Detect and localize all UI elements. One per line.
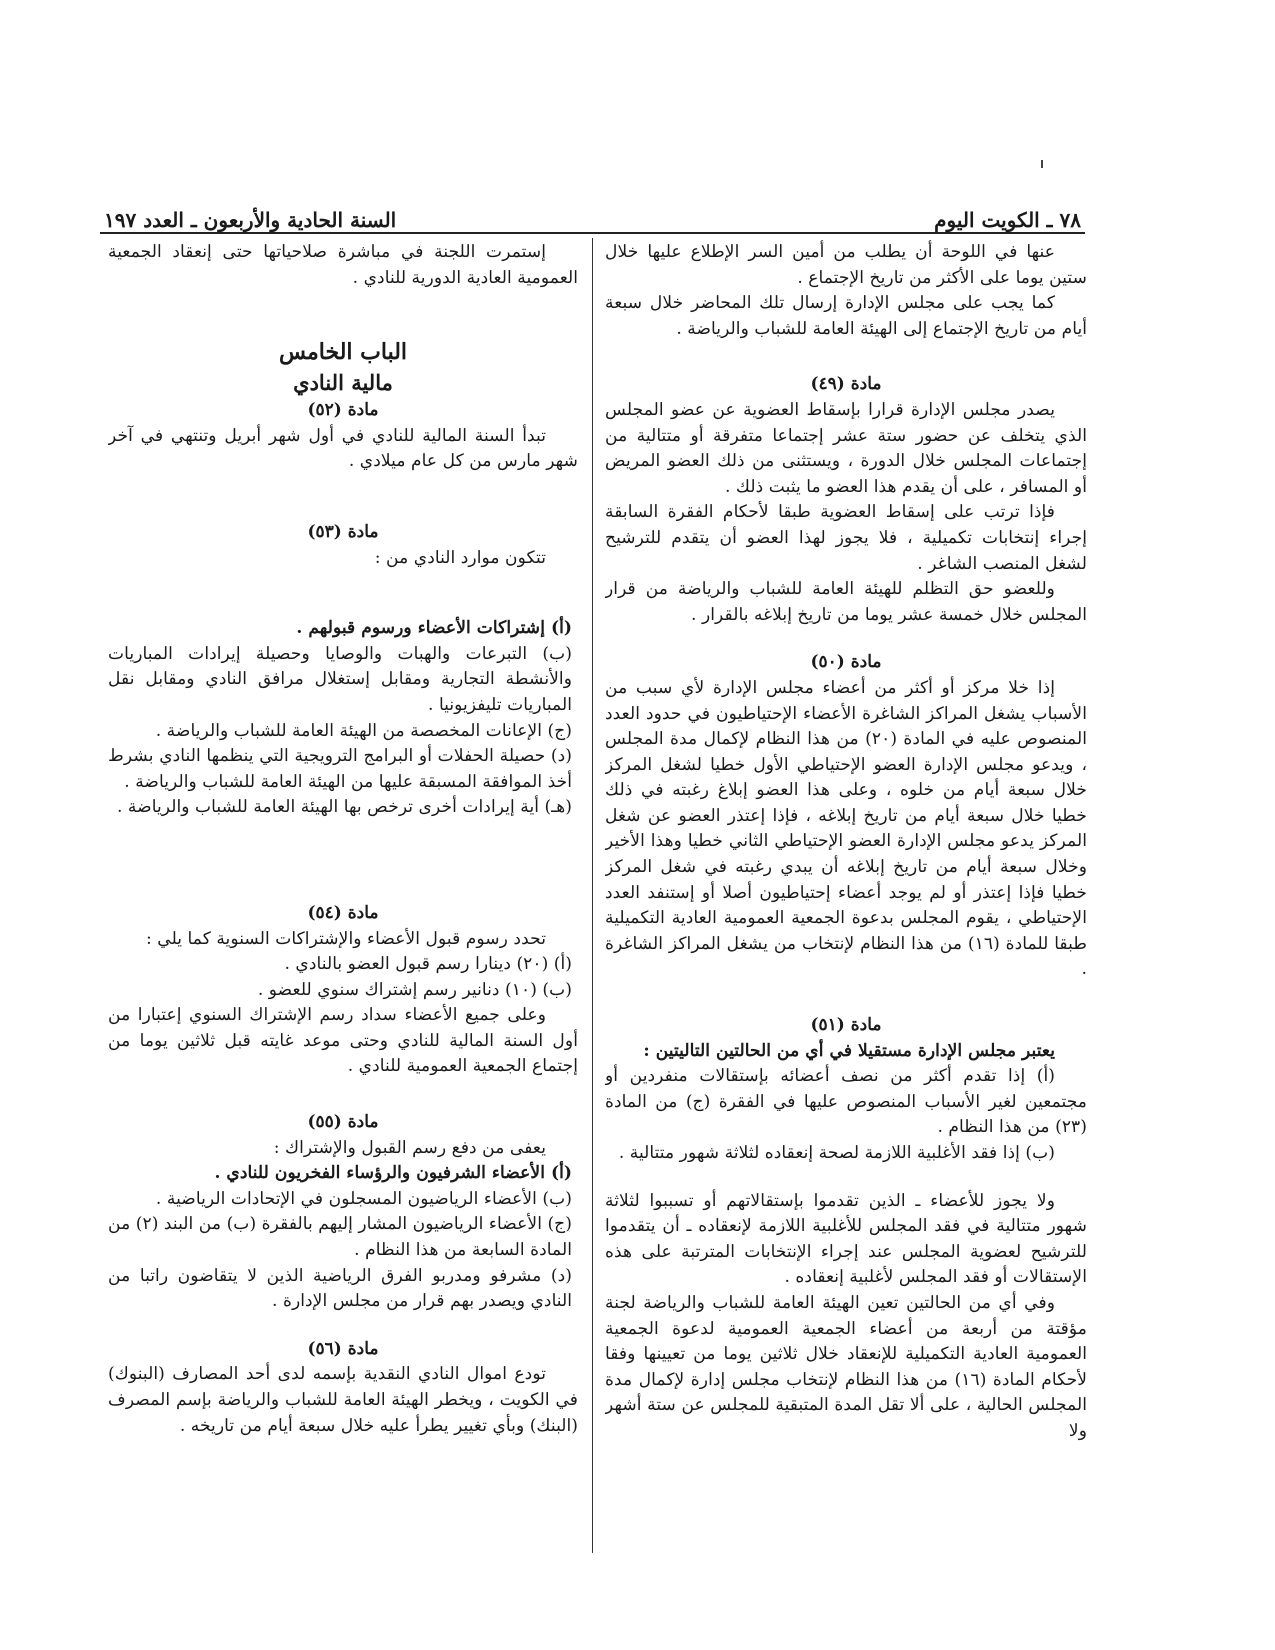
paragraph: يصدر مجلس الإدارة قرارا بإسقاط العضوية عن عضو المجلس الذي يتخلف عن حضور ستة عشر إجتماعا متفرقة أو متتالية من إجتماعات المجلس خلال الدورة ، ويستثنى من ذلك العضو المريض أو المسافر ، على أن يقدم هذا العضو ما يثبت ذلك . (605, 399, 1087, 497)
list-item: (أ) (٢٠) دينارا رسم قبول العضو بالنادي . (284, 954, 572, 975)
article-heading: مادة (٥٢) (307, 400, 379, 421)
article-heading: مادة (٥٥) (307, 1112, 379, 1133)
list-item: (د) حصيلة الحفلات أو البرامج الترويجية التي ينظمها النادي بشرط أخذ الموافقة المسبقة عليها من الهيئة العامة للشباب والرياضة . (108, 746, 572, 792)
column-divider (592, 238, 593, 1553)
paragraph: يعفى من دفع رسم القبول والإشتراك : (273, 1137, 546, 1158)
chapter-subtitle: مالية النادي (293, 370, 393, 396)
paragraph: ولا يجوز للأعضاء ـ الذين تقدموا بإستقالاتهم أو تسببوا لثلاثة شهور متتالية في فقد المجلس للأغلبية اللازمة لإنعقاده ـ أن يتقدموا للترشيح لعضوية المجلس عند إجراء الإنتخابات المترتبة على هذه الإستقالات أو فقد المجلس لأغلبية إنعقاده . (605, 1190, 1087, 1288)
paragraph: إذا خلا مركز أو أكثر من أعضاء مجلس الإدارة لأي سبب من الأسباب يشغل المراكز الشاغرة الأعضاء الإحتياطيون في حدود العدد المنصوص عليه في المادة (٢٠) من هذا النظام لإكمال مدة المجلس ، ويدعو مجلس الإدارة العضو الإحتياطي الأول خطيا لشغل المركز خلال سبعة أيام من خلوه ، وعلى هذا العضو إبلاغ رغبته في ذلك خطيا خلال سبعة أيام من تاريخ إبلاغه ، فإذا إعتذر العضو عن شغل المركز يدعو مجلس الإدارة العضو الإحتياطي الثاني خطيا وهذا الأخير وخلال سبعة أيام من تاريخ إبلاغه أن يبدي رغبته في شغل المركز خطيا فإذا إعتذر أو لم يوجد أعضاء إحتياطيون أصلا أو إستنفد العدد الإحتياطي ، يقوم المجلس بدعوة الجمعية العمومية العادية التكميلية طبقا للمادة (١٦) من هذا النظام لإنتخاب من يشغل المراكز الشاغرة . (605, 677, 1087, 980)
paragraph: وفي أي من الحالتين تعين الهيئة العامة للشباب والرياضة لجنة مؤقتة من أربعة من أعضاء الجمعية العمومية لدعوة الجمعية العمومية العادية التكميلية للإنعقاد خلال ثلاثين يوما من تعيينها وفقا لأحكام المادة (١٦) من هذا النظام لإنتخاب مجلس إدارة لإكمال مدة المجلس الحالية ، على ألا تقل المدة المتبقية للمجلس عن ستة أشهر ولا (605, 1292, 1087, 1441)
paragraph: وعلى جميع الأعضاء سداد رسم الإشتراك السنوي إعتبارا من أول السنة المالية للنادي وحتى موعد غايته قبل ثلاثين يوما من إجتماع الجمعية العمومية للنادي . (108, 1005, 578, 1077)
article-heading: مادة (٥٦) (307, 1338, 379, 1359)
article-heading: مادة (٥٠) (810, 652, 882, 673)
list-item: (ب) (١٠) دنانير رسم إشتراك سنوي للعضو . (257, 979, 572, 1000)
paragraph: تبدأ السنة المالية للنادي في أول شهر أبريل وتنتهي في آخر شهر مارس من كل عام ميلادي . (108, 425, 578, 472)
header-issue-info: السنة الحادية والأربعون ـ العدد ١٩٧ (104, 208, 397, 232)
header-page-number-title: ٧٨ ـ الكويت اليوم (934, 208, 1081, 232)
paragraph: كما يجب على مجلس الإدارة إرسال تلك المحاضر خلال سبعة أيام من تاريخ الإجتماع إلى الهيئة العامة للشباب والرياضة . (605, 293, 1087, 339)
list-item: (ج) الإعانات المخصصة من الهيئة العامة للشباب والرياضة . (155, 720, 572, 741)
list-item: (ج) الأعضاء الرياضيون المشار إليهم بالفقرة (ب) من البند (٢) من المادة السابعة من هذا النظام . (108, 1214, 572, 1261)
list-item: (هـ) أية إيرادات أخرى ترخص بها الهيئة العامة للشباب والرياضة . (116, 797, 572, 818)
list-item: (ب) التبرعات والهبات والوصايا وحصيلة إيرادات المباريات والأنشطة التجارية ومقابل إستغلال مرافق النادي ومقابل نقل المباريات تليفزيونيا . (108, 643, 572, 715)
list-item: (أ) الأعضاء الشرفيون والرؤساء الفخريون للنادي . (214, 1163, 572, 1184)
left-column (108, 240, 578, 1560)
paragraph: فإذا ترتب على إسقاط العضوية طبقا لأحكام الفقرة السابقة إجراء إنتخابات تكميلية ، فلا يجوز لهذا العضو أن يتقدم للترشيح لشغل المنصب الشاغر . (605, 502, 1087, 574)
list-item: (أ) إشتراكات الأعضاء ورسوم قبولهم . (296, 618, 572, 639)
article-heading: مادة (٥٣) (307, 521, 379, 542)
page-header (100, 196, 1085, 234)
paragraph: تودع اموال النادي النقدية بإسمه لدى أحد المصارف (البنوك) في الكويت ، ويخطر الهيئة العامة للشباب والرياضة بإسم المصرف (البنك) وبأي تغيير يطرأ عليه خلال سبعة أيام من تاريخه . (108, 1364, 578, 1436)
paragraph: تحدد رسوم قبول الأعضاء والإشتراكات السنوية كما يلي : (146, 928, 546, 949)
paragraph: إستمرت اللجنة في مباشرة صلاحياتها حتى إنعقاد الجمعية العمومية العادية الدورية للنادي . (108, 242, 578, 288)
article-heading: مادة (٥٤) (307, 902, 379, 923)
article-heading: مادة (٤٩) (810, 374, 882, 395)
list-item: (أ) إذا تقدم أكثر من نصف أعضائه بإستقالات منفردين أو مجتمعين لغير الأسباب المنصوص عليها في الفقرة (ج) من المادة (٢٣) من هذا النظام . (605, 1066, 1087, 1138)
paragraph: يعتبر مجلس الإدارة مستقيلا في أي من الحالتين التاليتين : (643, 1040, 1055, 1061)
list-item: (د) مشرفو ومدربو الفرق الرياضية الذين لا يتقاضون راتبا من النادي ويصدر بهم قرار من مجلس الإدارة . (108, 1265, 572, 1312)
scan-mark (1041, 160, 1043, 168)
right-column (605, 240, 1087, 1560)
list-item: (ب) الأعضاء الرياضيون المسجلون في الإتحادات الرياضية . (155, 1188, 572, 1209)
paragraph: تتكون موارد النادي من : (374, 547, 546, 568)
article-heading: مادة (٥١) (810, 1015, 882, 1036)
paragraph: عنها في اللوحة أن يطلب من أمين السر الإطلاع عليها خلال ستين يوما على الأكثر من تاريخ الإجتماع . (605, 242, 1087, 288)
list-item: (ب) إذا فقد الأغلبية اللازمة لصحة إنعقاده لثلاثة شهور متتالية . (618, 1143, 1055, 1163)
paragraph: وللعضو حق التظلم للهيئة العامة للشباب والرياضة من قرار المجلس خلال خمسة عشر يوما من تاريخ إبلاغه بالقرار . (605, 579, 1087, 625)
chapter-title: الباب الخامس (278, 339, 408, 366)
